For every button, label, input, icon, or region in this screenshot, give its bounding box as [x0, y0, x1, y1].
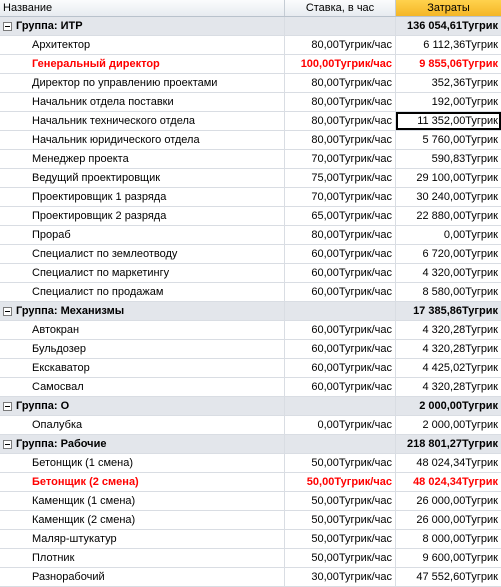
collapse-toggle-icon[interactable]: [3, 22, 12, 31]
rate-cell[interactable]: 60,00Тугрик/час: [285, 264, 396, 282]
cost-cell[interactable]: 26 000,00Тугрик: [416, 495, 498, 507]
resource-row[interactable]: [0, 131, 501, 150]
rate-cell[interactable]: 80,00Тугрик/час: [285, 93, 396, 111]
rate-cell[interactable]: 60,00Тугрик/час: [285, 283, 396, 301]
rate-cell[interactable]: [285, 435, 396, 453]
resource-name-cell[interactable]: Маляр-штукатур: [0, 530, 285, 548]
rate-cell[interactable]: 60,00Тугрик/час: [285, 359, 396, 377]
cost-cell[interactable]: 4 425,02Тугрик: [422, 362, 498, 374]
resource-name-cell[interactable]: Прораб: [0, 226, 285, 244]
cost-cell[interactable]: 6 720,00Тугрик: [422, 248, 498, 260]
group-row[interactable]: [0, 17, 501, 36]
cost-cell[interactable]: 590,83Тугрик: [431, 153, 498, 165]
rate-cell[interactable]: 80,00Тугрик/час: [285, 131, 396, 149]
rate-cell[interactable]: 50,00Тугрик/час: [285, 511, 396, 529]
resource-name-cell[interactable]: Проектировщик 2 разряда: [0, 207, 285, 225]
resource-row[interactable]: [0, 264, 501, 283]
group-name-cell[interactable]: [0, 397, 285, 415]
resource-row[interactable]: [0, 378, 501, 397]
cost-cell[interactable]: 9 855,06Тугрик: [419, 58, 498, 70]
resource-row[interactable]: [0, 454, 501, 473]
resource-name-cell[interactable]: Плотник: [0, 549, 285, 567]
group-name-cell[interactable]: [0, 302, 285, 320]
group-row[interactable]: [0, 302, 501, 321]
resource-row[interactable]: [0, 530, 501, 549]
resource-row[interactable]: [0, 492, 501, 511]
group-name-label: Группа: Рабочие: [16, 438, 107, 450]
resource-name-cell[interactable]: Опалубка: [0, 416, 285, 434]
resource-name-cell[interactable]: Специалист по продажам: [0, 283, 285, 301]
resource-row[interactable]: [0, 549, 501, 568]
resource-name-cell[interactable]: Менеджер проекта: [0, 150, 285, 168]
resource-row[interactable]: [0, 226, 501, 245]
resource-name-cell[interactable]: Архитектор: [0, 36, 285, 54]
rate-cell[interactable]: 65,00Тугрик/час: [285, 207, 396, 225]
resource-name-cell[interactable]: Директор по управлению проектами: [0, 74, 285, 92]
resource-row[interactable]: [0, 36, 501, 55]
resource-name-cell[interactable]: Начальник отдела поставки: [0, 93, 285, 111]
resource-row[interactable]: [0, 112, 501, 131]
group-name-label: Группа: Механизмы: [16, 305, 125, 317]
rate-cell[interactable]: 80,00Тугрик/час: [285, 36, 396, 54]
resource-row[interactable]: [0, 340, 501, 359]
resource-name-cell[interactable]: Специалист по маркетингу: [0, 264, 285, 282]
resource-row[interactable]: [0, 359, 501, 378]
group-name-cell[interactable]: [0, 17, 285, 35]
resource-row[interactable]: [0, 169, 501, 188]
cost-cell[interactable]: 0,00Тугрик: [443, 229, 498, 241]
rate-cell[interactable]: 60,00Тугрик/час: [285, 245, 396, 263]
cost-cell[interactable]: 192,00Тугрик: [431, 96, 498, 108]
collapse-toggle-icon[interactable]: [3, 440, 12, 449]
cost-cell[interactable]: 30 240,00Тугрик: [416, 191, 498, 203]
rate-cell[interactable]: 60,00Тугрик/час: [285, 340, 396, 358]
grid-body: [0, 17, 501, 587]
resource-name-cell[interactable]: Проектировщик 1 разряда: [0, 188, 285, 206]
rate-cell[interactable]: 0,00Тугрик/час: [285, 416, 396, 434]
cost-cell[interactable]: 2 000,00Тугрик: [422, 419, 498, 431]
rate-cell[interactable]: 100,00Тугрик/час: [285, 55, 396, 73]
cost-cell[interactable]: 8 000,00Тугрик: [422, 533, 498, 545]
rate-cell[interactable]: 50,00Тугрик/час: [285, 530, 396, 548]
resource-row[interactable]: [0, 245, 501, 264]
rate-cell[interactable]: 80,00Тугрик/час: [285, 74, 396, 92]
cost-cell[interactable]: 8 580,00Тугрик: [422, 286, 498, 298]
resource-row[interactable]: [0, 568, 501, 587]
resource-name-cell[interactable]: Бульдозер: [0, 340, 285, 358]
resource-row[interactable]: [0, 283, 501, 302]
rate-cell[interactable]: 50,00Тугрик/час: [285, 454, 396, 472]
resource-row[interactable]: [0, 416, 501, 435]
resource-name-cell[interactable]: Каменщик (1 смена): [0, 492, 285, 510]
resource-name-cell[interactable]: Бетонщик (2 смена): [0, 473, 285, 491]
rate-cell[interactable]: 50,00Тугрик/час: [285, 492, 396, 510]
cost-cell-selected[interactable]: 11 352,00Тугрик: [396, 112, 501, 130]
group-row[interactable]: [0, 435, 501, 454]
column-header-cost[interactable]: Затраты: [396, 0, 501, 16]
rate-cell[interactable]: 60,00Тугрик/час: [285, 378, 396, 396]
rate-cell[interactable]: [285, 397, 396, 415]
collapse-toggle-icon[interactable]: [3, 402, 12, 411]
cost-cell[interactable]: 26 000,00Тугрик: [416, 514, 498, 526]
column-header-name[interactable]: Название: [0, 0, 285, 16]
group-name-cell[interactable]: [0, 435, 285, 453]
rate-cell[interactable]: [285, 17, 396, 35]
column-header-rate[interactable]: Ставка, в час: [285, 0, 396, 16]
resource-row[interactable]: [0, 321, 501, 340]
resource-name-cell[interactable]: Ведущий проектировщик: [0, 169, 285, 187]
resource-name-cell[interactable]: Начальник технического отдела: [0, 112, 285, 130]
resource-name-cell[interactable]: Автокран: [0, 321, 285, 339]
resource-name-cell[interactable]: Бетонщик (1 смена): [0, 454, 285, 472]
rate-cell[interactable]: 50,00Тугрик/час: [285, 473, 396, 491]
cost-cell[interactable]: 4 320,28Тугрик: [422, 324, 498, 336]
cost-cell[interactable]: 9 600,00Тугрик: [422, 552, 498, 564]
cost-cell[interactable]: 4 320,28Тугрик: [422, 381, 498, 393]
cost-cell[interactable]: 48 024,34Тугрик: [416, 457, 498, 469]
cost-cell[interactable]: 29 100,00Тугрик: [416, 172, 498, 184]
resource-row[interactable]: [0, 55, 501, 74]
group-name-label: Группа: ИТР: [16, 20, 83, 32]
rate-cell[interactable]: 70,00Тугрик/час: [285, 188, 396, 206]
resource-row[interactable]: [0, 207, 501, 226]
resource-name-cell[interactable]: Генеральный директор: [0, 55, 285, 73]
cost-cell[interactable]: 5 760,00Тугрик: [422, 134, 498, 146]
rate-cell[interactable]: 80,00Тугрик/час: [285, 226, 396, 244]
resource-row[interactable]: [0, 150, 501, 169]
group-name-label: Группа: О: [16, 400, 70, 412]
cost-cell[interactable]: 22 880,00Тугрик: [416, 210, 498, 222]
cost-cell[interactable]: 4 320,00Тугрик: [422, 267, 498, 279]
column-header-row: [0, 0, 501, 17]
cost-cell[interactable]: 17 385,86Тугрик: [413, 305, 498, 317]
cost-cell[interactable]: 6 112,36Тугрик: [423, 39, 498, 51]
cost-cell[interactable]: 352,36Тугрик: [431, 77, 498, 89]
cost-cell[interactable]: 136 054,61Тугрик: [406, 20, 498, 32]
resource-row[interactable]: [0, 511, 501, 530]
resource-row[interactable]: [0, 93, 501, 112]
resource-name-cell[interactable]: Разнорабочий: [0, 568, 285, 586]
cost-cell[interactable]: 48 024,34Тугрик: [413, 476, 498, 488]
rate-cell[interactable]: [285, 302, 396, 320]
resource-name-cell[interactable]: Каменщик (2 смена): [0, 511, 285, 529]
rate-cell[interactable]: 80,00Тугрик/час: [285, 112, 396, 130]
resource-row[interactable]: [0, 74, 501, 93]
rate-cell[interactable]: 60,00Тугрик/час: [285, 321, 396, 339]
cost-cell[interactable]: 4 320,28Тугрик: [422, 343, 498, 355]
resource-row[interactable]: [0, 188, 501, 207]
resource-name-cell[interactable]: Специалист по землеотводу: [0, 245, 285, 263]
rate-cell[interactable]: 70,00Тугрик/час: [285, 150, 396, 168]
group-row[interactable]: [0, 397, 501, 416]
resource-name-cell[interactable]: Самосвал: [0, 378, 285, 396]
cost-cell[interactable]: 2 000,00Тугрик: [419, 400, 498, 412]
rate-cell[interactable]: 50,00Тугрик/час: [285, 549, 396, 567]
cost-cell[interactable]: 218 801,27Тугрик: [406, 438, 498, 450]
rate-cell[interactable]: 30,00Тугрик/час: [285, 568, 396, 586]
resource-row[interactable]: [0, 473, 501, 492]
collapse-toggle-icon[interactable]: [3, 307, 12, 316]
resource-name-cell[interactable]: Начальник юридического отдела: [0, 131, 285, 149]
rate-cell[interactable]: 75,00Тугрик/час: [285, 169, 396, 187]
cost-cell[interactable]: 47 552,60Тугрик: [416, 571, 498, 583]
resource-name-cell[interactable]: Екскаватор: [0, 359, 285, 377]
